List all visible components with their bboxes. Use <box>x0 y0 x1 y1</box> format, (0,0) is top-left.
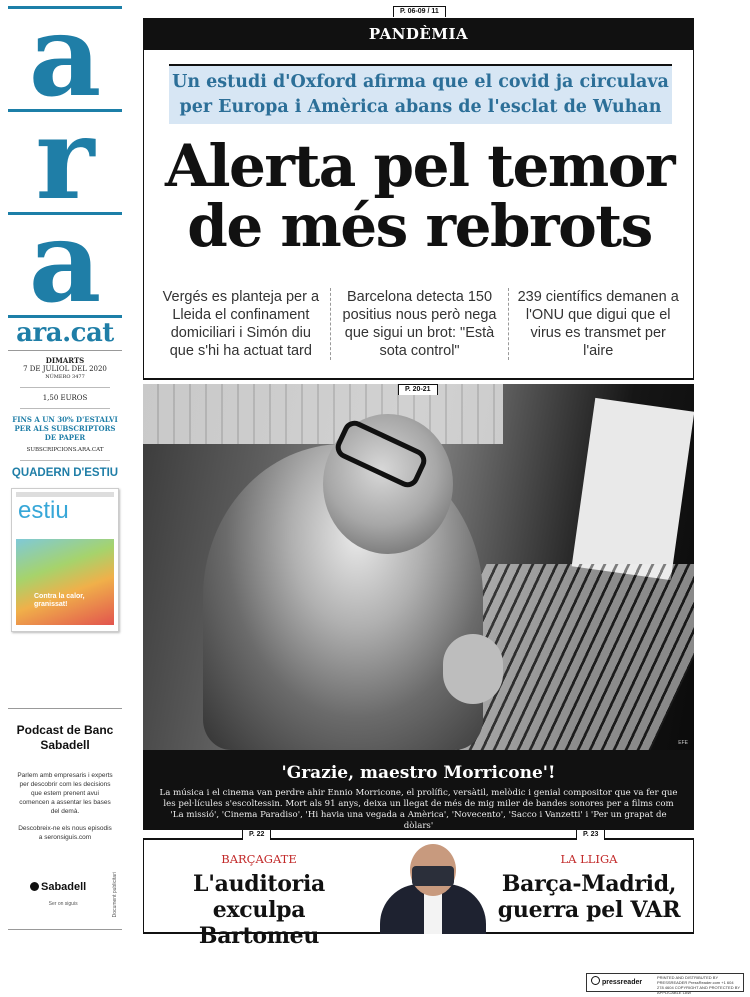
photo-window <box>143 384 503 444</box>
lead-subheads <box>144 288 695 360</box>
separator <box>508 288 509 360</box>
logo-letter-a2: a <box>28 215 102 315</box>
site-link[interactable]: ara.cat <box>16 318 114 348</box>
subhead-scientists: 239 científics demanen a l'ONU que digui que el virus es transmet per l'aire <box>517 289 679 359</box>
subhead-barcelona: Barcelona detecta 150 positius nous però nega que sigui un brot: "Està sota control" <box>342 289 497 359</box>
date: 7 DE JULIOL DEL 2020 <box>23 365 107 373</box>
photo-hand <box>443 634 503 704</box>
dateline <box>8 357 122 381</box>
subscriber-promo: FINS A UN 30% D'ESTALVI PER ALS SUBSCRIPTORS DE PAPER <box>12 415 118 442</box>
sabadell-icon <box>30 882 39 891</box>
morricone-photo[interactable] <box>143 384 694 750</box>
sabadell-logo <box>30 881 86 913</box>
subscription-link[interactable]: SUBSCRIPCIONS.ARA.CAT <box>26 447 104 453</box>
barcagate-page-ref: P. 22 <box>242 829 271 840</box>
feature-title: 'Grazie, maestro Morricone'! <box>281 763 556 783</box>
sabadell-tagline: Ser on siguis <box>48 901 78 907</box>
separator <box>330 288 331 360</box>
lead-story[interactable] <box>143 50 694 380</box>
lliga-headline: Barça-Madrid, guerra pel VAR <box>497 871 681 923</box>
divider <box>20 408 110 409</box>
sabadell-brand: Sabadell <box>41 881 87 893</box>
bartomeu-photo <box>374 840 494 934</box>
supplement-cover[interactable] <box>11 488 119 632</box>
section-header: PANDÈMIA <box>143 18 694 50</box>
photo-credit: EFE <box>678 740 688 746</box>
feature-caption[interactable] <box>143 750 694 830</box>
barcagate-headline: L'auditoria exculpa Bartomeu <box>193 871 325 949</box>
lliga-page-ref: P. 23 <box>576 829 605 840</box>
divider <box>20 460 110 461</box>
ad-note: Document publicitari <box>112 871 118 917</box>
headline-line-1: Alerta pel temor <box>164 132 675 200</box>
photo-sheet-music <box>572 398 694 580</box>
headline-line-2: de més rebrots <box>187 192 652 260</box>
divider <box>20 387 110 388</box>
barcagate-kicker: BARÇAGATE <box>221 852 297 866</box>
left-column <box>8 6 122 632</box>
weekday: DIMARTS <box>45 356 85 365</box>
subhead-lleida: Vergés es planteja per a Lleida el confinament domiciliari i Simón diu que s'hi ha actuat tard <box>162 289 320 359</box>
divider <box>8 350 122 351</box>
issue-number: NÚMERO 3477 <box>45 374 85 380</box>
price: 1,50 EUROS <box>42 394 88 402</box>
pressreader-badge[interactable] <box>586 973 744 995</box>
photo-mask <box>412 866 454 886</box>
supplement-label: QUADERN D'ESTIU <box>11 467 119 479</box>
supplement-cover-title: estiu <box>18 497 69 524</box>
podcast-title: Podcast de Banc Sabadell <box>16 723 114 752</box>
supplement-cover-image <box>16 539 114 625</box>
podcast-text: Parlem amb empresaris i experts per descobrir com les decisions que estem prenent avui comencen a assentar les bases del demà. <box>17 772 113 815</box>
lliga-story[interactable] <box>489 852 689 923</box>
podcast-cta: Descobreix-ne els nous episodis a seronsiguis.com <box>18 825 112 841</box>
logo-letter-r: r <box>35 112 95 212</box>
feature-text: La música i el cinema van perdre ahir Ennio Morricone, el prolífic, versàtil, melòdic i genial compositor que va fer que les pel·lícules s'escoltessin. Mort als 91 anys, deixa un llegat de més de mig miler de bandes sonores per a films com 'La missió', 'Cinema Paradiso', 'Hi havia una vegada a Amèrica', 'Novecento', 'Sacco i Vanzetti' i 'Per un grapat de dòlars' <box>159 788 678 831</box>
pressreader-icon <box>591 976 600 985</box>
bottom-stories <box>143 831 694 949</box>
barcagate-story[interactable] <box>159 852 359 949</box>
pressreader-fine-print: PRINTED AND DISTRIBUTED BY PRESSREADER PressReader.com +1 604 278 4604 COPYRIGHT AND PROTECTED BY APPLICABLE LAW <box>657 975 740 995</box>
podcast-ad[interactable] <box>8 708 122 930</box>
logo-letter-a1: a <box>28 9 102 109</box>
supplement-cover-text: Contra la calor, granissat! <box>34 593 85 608</box>
pressreader-label: pressreader <box>602 979 643 986</box>
lliga-kicker: LA LLIGA <box>560 852 618 866</box>
lead-headline <box>144 132 695 260</box>
feature-page-ref: P. 20-21 <box>398 384 438 395</box>
lead-page-ref: P. 06-09 / 11 <box>393 6 446 17</box>
lead-kicker: Un estudi d'Oxford afirma que el covid ja circulava per Europa i Amèrica abans de l'esclat de Wuhan <box>169 64 672 124</box>
